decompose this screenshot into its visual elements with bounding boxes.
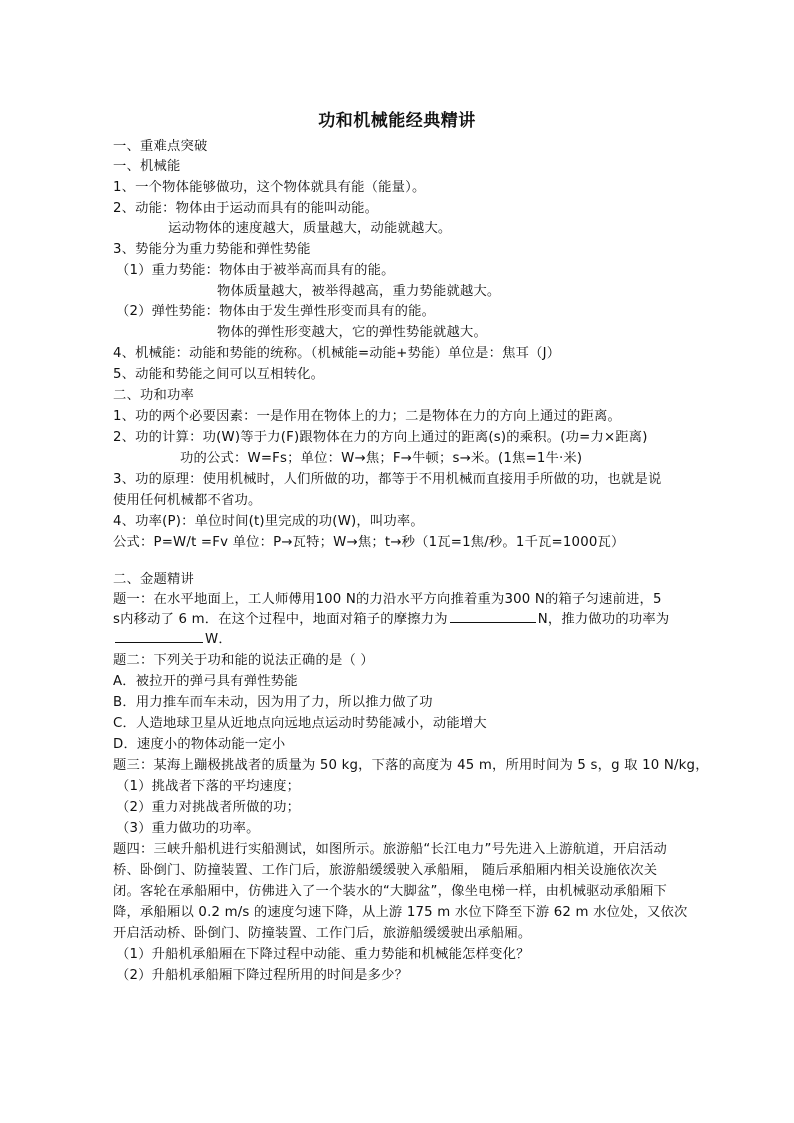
text-line: 2、动能：物体由于运动而具有的能叫动能。	[113, 201, 379, 216]
sub-question: （1）升船机承船厢在下降过程中动能、重力势能和机械能怎样变化？	[116, 947, 530, 962]
text-line: （2）弹性势能：物体由于发生弹性形变而具有的能。	[116, 304, 436, 319]
sub-question: （3）重力做功的功率。	[116, 821, 260, 836]
question-4-line: 开启活动桥、卧倒门、防撞装置、工作门后，旅游船缓缓驶出承船厢。	[113, 926, 532, 941]
text-line: 物体质量越大，被举得越高，重力势能就越大。	[217, 284, 501, 299]
question-text: s内移动了 6 m．在这个过程中，地面对箱子的摩擦力为	[113, 612, 448, 627]
subsection-heading: 二、功和功率	[113, 388, 194, 403]
text-line: 3、势能分为重力势能和弹性势能	[113, 242, 311, 257]
section-heading: 二、金题精讲	[113, 572, 194, 587]
text-line: 使用任何机械都不省功。	[113, 493, 262, 508]
question-1-line	[113, 630, 232, 650]
sub-question: （1）挑战者下落的平均速度；	[116, 779, 301, 794]
option-b: B．用力推车而车未动，因为用了力，所以推力做了功	[113, 695, 433, 710]
text-line: 2、功的计算：功(W)等于力(F)跟物体在力的方向上通过的距离(s)的乘积。(功=力×距离)	[113, 430, 648, 445]
formula-line: 功的公式：W=Fs；单位：W→焦；F→牛顿；s→米。(1焦=1牛·米)	[180, 451, 583, 466]
question-2-stem: 题二：下列关于功和能的说法正确的是（ ）	[113, 653, 374, 668]
question-4-line: 题四：三峡升船机进行实船测试，如图所示。旅游船“长江电力”号先进入上游航道，开启活动	[113, 842, 668, 857]
subsection-heading: 一、机械能	[113, 159, 181, 174]
question-4-line: 桥、卧倒门、防撞装置、工作门后，旅游船缓缓驶入承船厢， 随后承船厢内相关设施依次关	[113, 863, 658, 878]
question-1-line	[113, 610, 669, 630]
sub-question: （2）重力对挑战者所做的功；	[116, 800, 301, 815]
text-line: 3、功的原理：使用机械时，人们所做的功，都等于不用机械而直接用手所做的功，也就是说	[113, 472, 662, 487]
section-heading: 一、重难点突破	[113, 139, 208, 154]
text-line: 物体的弹性形变越大，它的弹性势能就越大。	[217, 325, 487, 340]
question-4-line: 闭。客轮在承船厢中，仿佛进入了一个装水的“大脚盆”，像坐电梯一样，由机械驱动承船厢下	[113, 884, 668, 899]
text-line: （1）重力势能：物体由于被举高而具有的能。	[116, 263, 395, 278]
question-4-line: 降，承船厢以 0.2 m/s 的速度匀速下降，从上游 175 m 水位下降至下游 62 m 水位处，又依次	[113, 905, 688, 920]
question-text: N，推力做功的功率为	[537, 612, 670, 627]
question-3-stem: 题三：某海上蹦极挑战者的质量为 50 kg，下落的高度为 45 m，所用时间为 5 s，g 取 10 N/kg，	[113, 758, 709, 773]
text-line: 1、功的两个必要因素：一是作用在物体上的力；二是物体在力的方向上通过的距离。	[113, 409, 622, 424]
answer-blank[interactable]	[115, 630, 203, 643]
text-line: 运动物体的速度越大，质量越大，动能就越大。	[168, 221, 452, 236]
sub-question: （2）升船机承船厢下降过程所用的时间是多少？	[116, 968, 409, 983]
answer-blank[interactable]	[450, 610, 536, 623]
option-d: D．速度小的物体动能一定小	[113, 737, 286, 752]
document-title: 功和机械能经典精讲	[318, 111, 476, 131]
text-line: 1、一个物体能够做功，这个物体就具有能（能量）。	[113, 180, 426, 195]
question-1-line: 题一：在水平地面上，工人师傅用100 N的力沿水平方向推着重为300 N的箱子匀速前进，5	[113, 592, 662, 607]
text-line: 5、动能和势能之间可以互相转化。	[113, 367, 325, 382]
question-text: W．	[205, 632, 232, 647]
option-a: A．被拉开的弹弓具有弹性势能	[113, 674, 298, 689]
text-line: 4、机械能：动能和势能的统称。（机械能=动能+势能）单位是：焦耳（J）	[113, 346, 561, 361]
formula-line: 公式：P=W/t =Fv 单位：P→瓦特；W→焦；t→秒（1瓦=1焦/秒。1千瓦=1000瓦）	[113, 535, 625, 550]
option-c: C．人造地球卫星从近地点向远地点运动时势能减小，动能增大	[113, 716, 487, 731]
text-line: 4、功率(P)：单位时间(t)里完成的功(W)，叫功率。	[113, 514, 424, 529]
